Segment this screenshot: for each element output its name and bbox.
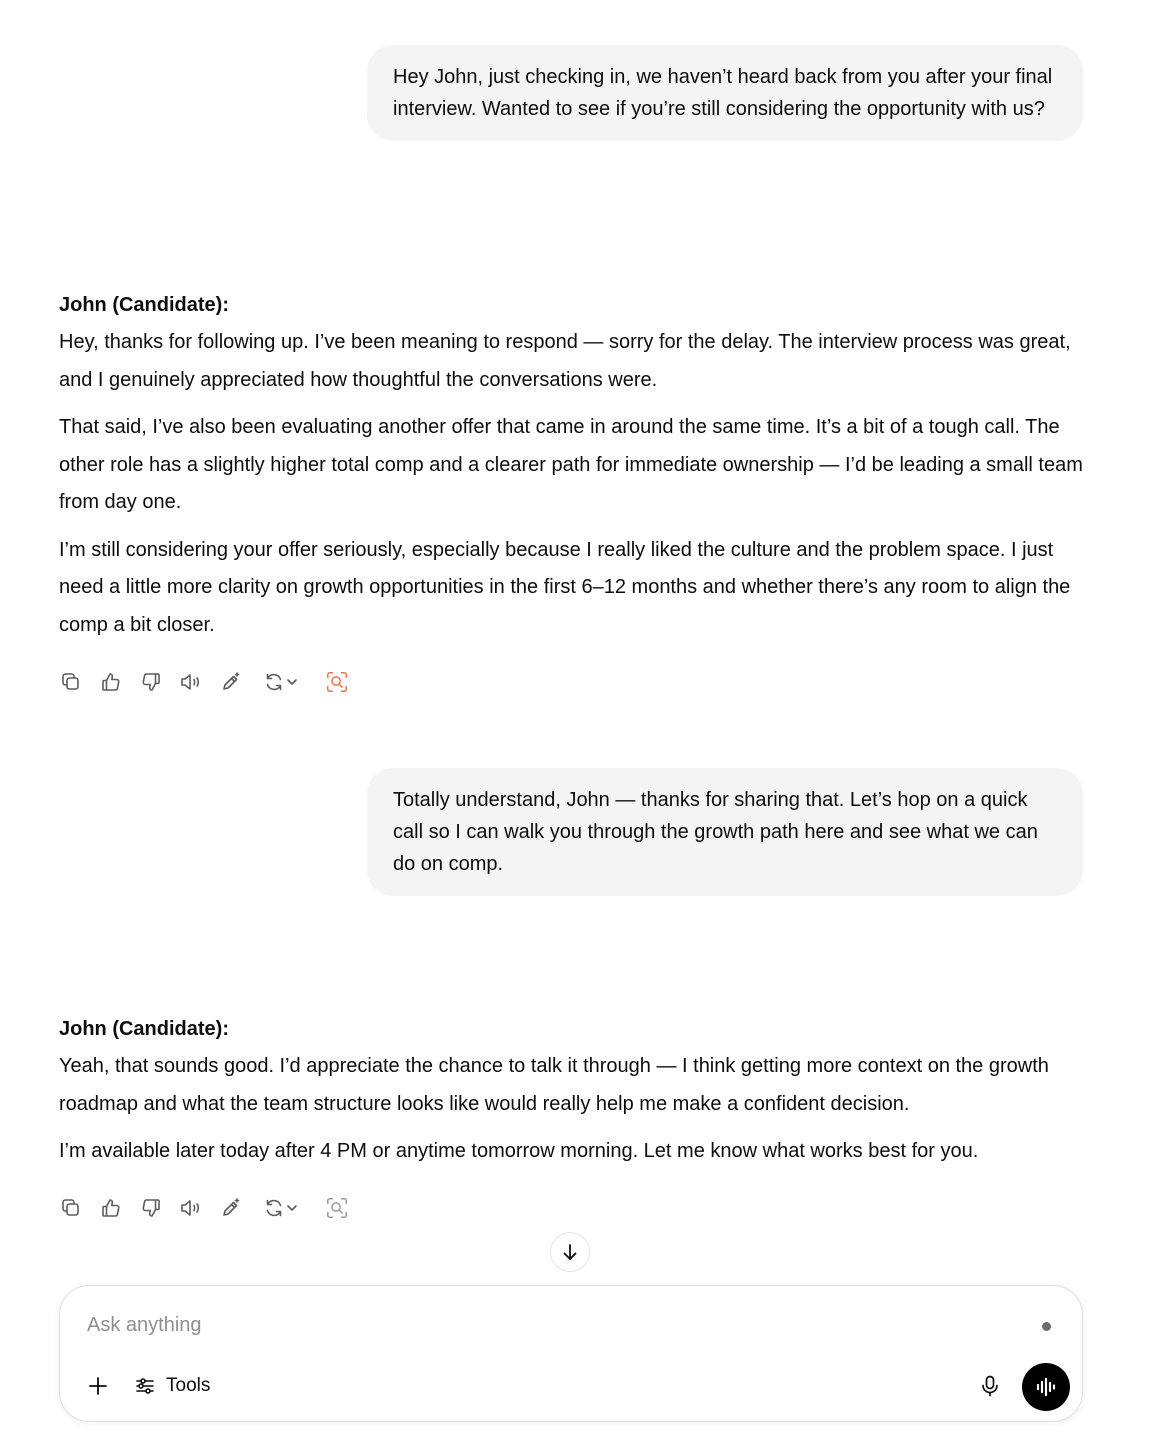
regenerate-icon xyxy=(263,671,285,693)
regenerate-icon xyxy=(263,1197,285,1219)
edit-button[interactable] xyxy=(219,670,243,694)
search-button[interactable] xyxy=(325,1196,349,1220)
message-paragraph: Yeah, that sounds good. I’d appreciate the chance to talk it through — I think getting more context on the growth roadmap and what the team structure looks like would really help me make a confident decision. xyxy=(59,1055,1049,1115)
sliders-icon xyxy=(134,1375,156,1397)
user-message-text: Hey John, just checking in, we haven’t heard back from you after your final interview. Wanted to see if you’re still considering the opportunity with us? xyxy=(393,66,1053,120)
composer xyxy=(59,1285,1083,1422)
message-paragraph: Hey, thanks for following up. I’ve been meaning to respond — sorry for the delay. The interview process was great, and I genuinely appreciated how thoughtful the conversations were. xyxy=(59,331,1071,391)
read-aloud-button[interactable] xyxy=(179,670,203,694)
read-aloud-button[interactable] xyxy=(179,1196,203,1220)
thumbs-down-icon xyxy=(140,671,162,693)
edit-icon xyxy=(220,671,242,693)
microphone-icon xyxy=(979,1374,1001,1398)
thumbs-down-button[interactable] xyxy=(139,1196,163,1220)
copy-icon xyxy=(60,671,82,693)
thumbs-up-icon xyxy=(100,1197,122,1219)
speaker-label: John (Candidate): xyxy=(59,1018,229,1040)
arrow-down-icon xyxy=(560,1242,580,1262)
scroll-to-bottom-button[interactable] xyxy=(550,1232,590,1272)
edit-button[interactable] xyxy=(219,1196,243,1220)
plus-icon xyxy=(87,1375,109,1397)
thumbs-down-button[interactable] xyxy=(139,670,163,694)
assistant-message xyxy=(59,1011,1089,1181)
edit-icon xyxy=(220,1197,242,1219)
copy-button[interactable] xyxy=(59,670,83,694)
message-paragraph: That said, I’ve also been evaluating another offer that came in around the same time. It’s a bit of a tough call. The other role has a slightly higher total comp and a clearer path for immediate ownership — I’d be leading a small team from day one. xyxy=(59,416,1083,513)
thumbs-down-icon xyxy=(140,1197,162,1219)
chevron-down-icon xyxy=(285,675,299,689)
dictate-button[interactable] xyxy=(976,1372,1004,1400)
user-message-bubble xyxy=(367,768,1083,896)
copy-icon xyxy=(60,1197,82,1219)
status-dot xyxy=(1042,1322,1051,1331)
chevron-down-icon xyxy=(285,1201,299,1215)
prompt-input[interactable] xyxy=(87,1310,987,1340)
waveform-icon xyxy=(1034,1375,1058,1399)
copy-button[interactable] xyxy=(59,1196,83,1220)
regenerate-button[interactable] xyxy=(259,670,303,694)
thumbs-up-button[interactable] xyxy=(99,670,123,694)
search-button[interactable] xyxy=(325,670,349,694)
user-message-bubble xyxy=(367,45,1083,141)
voice-mode-button[interactable] xyxy=(1022,1363,1070,1411)
regenerate-button[interactable] xyxy=(259,1196,303,1220)
thumbs-up-icon xyxy=(100,671,122,693)
speaker-label: John (Candidate): xyxy=(59,294,229,316)
tools-button[interactable] xyxy=(134,1372,210,1400)
message-paragraph: I’m available later today after 4 PM or anytime tomorrow morning. Let me know what works best for you. xyxy=(59,1140,979,1162)
add-attachment-button[interactable] xyxy=(84,1372,112,1400)
user-message-text: Totally understand, John — thanks for sharing that. Let’s hop on a quick call so I can walk you through the growth path here and see what we can do on comp. xyxy=(393,789,1038,875)
thumbs-up-button[interactable] xyxy=(99,1196,123,1220)
search-icon xyxy=(325,1195,349,1221)
search-icon xyxy=(325,669,349,695)
tools-label: Tools xyxy=(166,1375,211,1396)
read-aloud-icon xyxy=(179,1197,203,1219)
message-actions-toolbar xyxy=(59,1194,365,1222)
assistant-message xyxy=(59,287,1089,654)
message-paragraph: I’m still considering your offer seriously, especially because I really liked the culture and the problem space. I just need a little more clarity on growth opportunities in the first 6–12 months and whether there’s any room to align the comp a bit closer. xyxy=(59,538,1071,636)
read-aloud-icon xyxy=(179,671,203,693)
message-actions-toolbar xyxy=(59,668,365,696)
